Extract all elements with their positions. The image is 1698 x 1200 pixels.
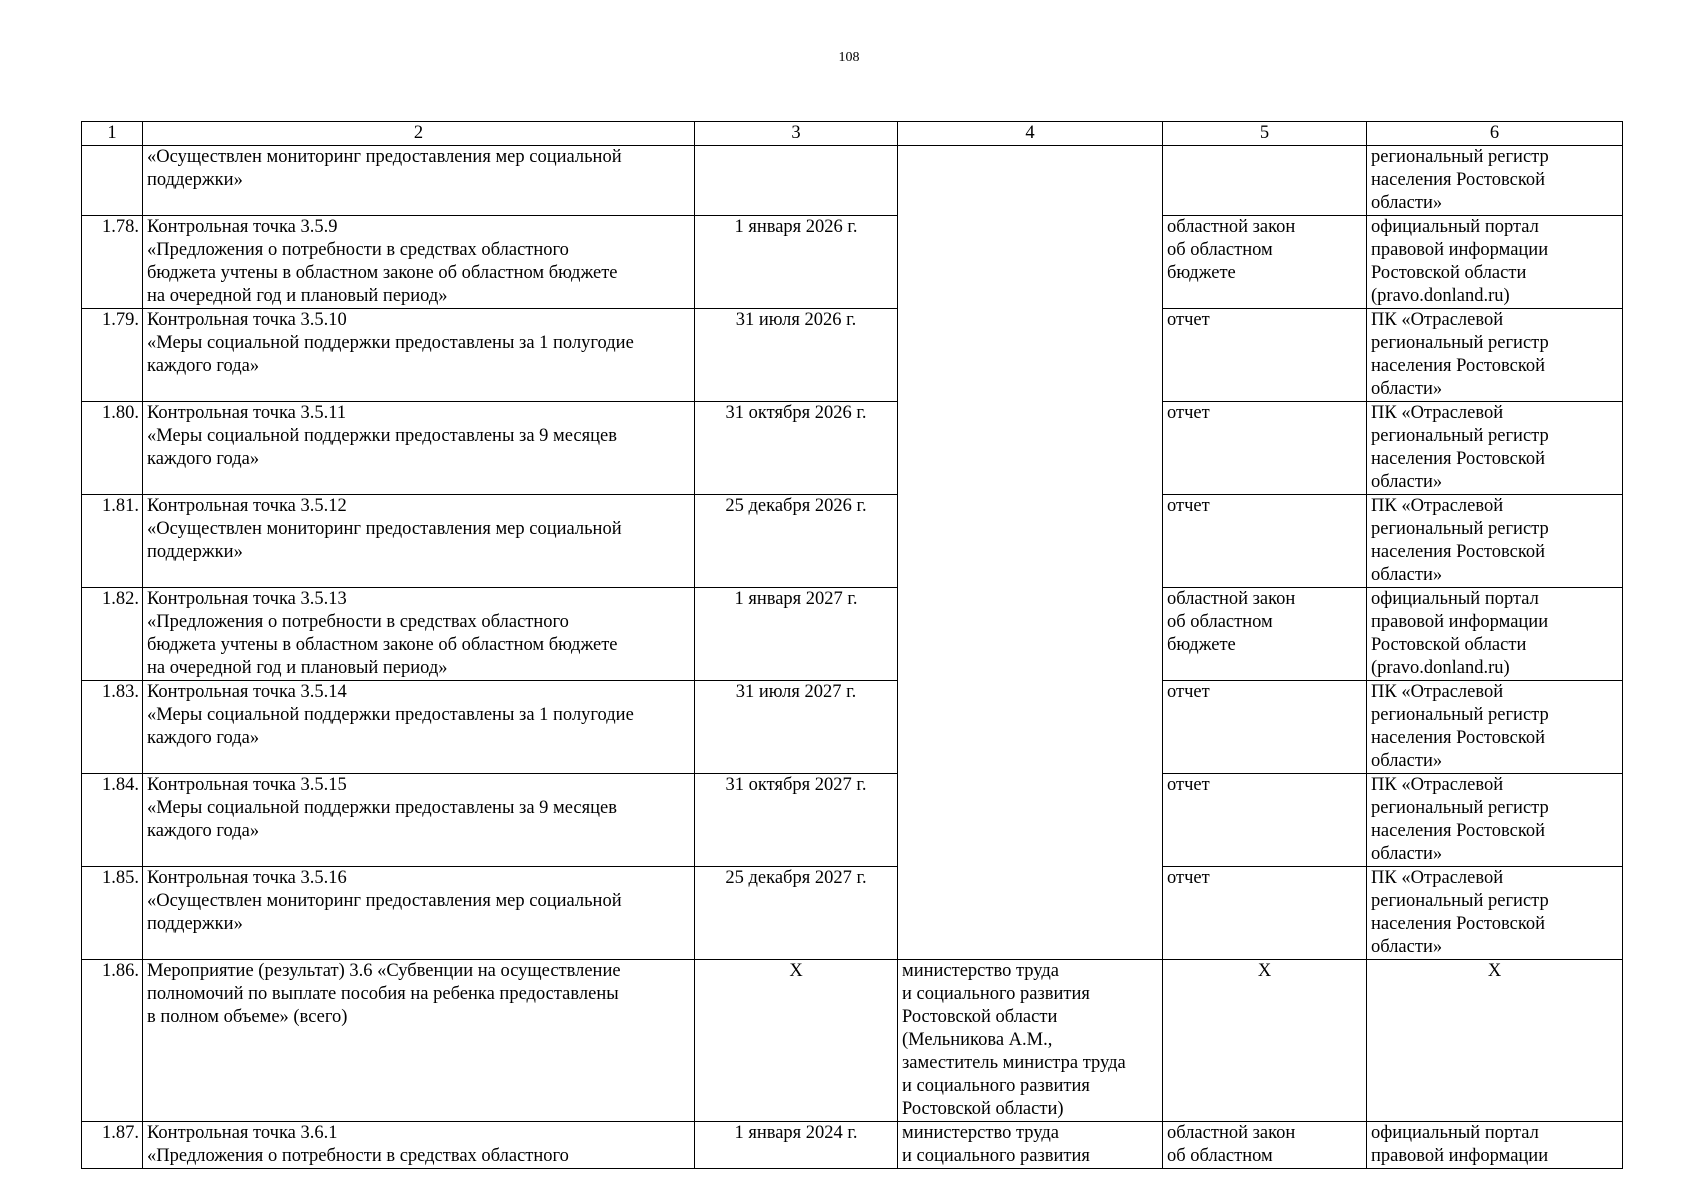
row-description [143, 681, 695, 774]
description-line: каждого года» [147, 728, 260, 748]
table-row [82, 402, 1623, 495]
row-responsible [898, 1122, 1163, 1169]
description-line: поддержки» [147, 170, 243, 190]
row-description [143, 960, 695, 1122]
doc-type-line: бюджете [1167, 635, 1236, 655]
source-line: правовой информации [1371, 612, 1549, 632]
row-description [143, 1122, 695, 1169]
table-row [82, 960, 1623, 1122]
row-description [143, 495, 695, 588]
row-description [143, 867, 695, 960]
row-doc-type [1163, 1122, 1367, 1169]
row-date: 31 октября 2026 г. [695, 402, 898, 495]
row-source [1367, 774, 1623, 867]
doc-type-line: областной закон [1167, 589, 1296, 609]
source-line: населения Ростовской [1371, 449, 1546, 469]
header-col-2: 2 [143, 122, 695, 146]
row-doc-type [1163, 867, 1367, 960]
source-line: области» [1371, 193, 1443, 213]
description-line: «Меры социальной поддержки предоставлены за 9 месяцев [147, 798, 617, 818]
row-description [143, 216, 695, 309]
doc-type-line: отчет [1167, 403, 1210, 423]
description-line: Мероприятие (результат) 3.6 «Субвенции на осуществление [147, 961, 621, 981]
responsible-line: министерство труда [902, 1123, 1059, 1143]
source-line: ПК «Отраслевой [1371, 868, 1504, 888]
description-line: Контрольная точка 3.6.1 [147, 1123, 338, 1143]
source-line: официальный портал [1371, 589, 1539, 609]
row-description [143, 774, 695, 867]
source-line: Ростовской области [1371, 263, 1527, 283]
description-line: бюджета учтены в областном законе об областном бюджете [147, 263, 618, 283]
row-doc-type [1163, 588, 1367, 681]
description-line: на очередной год и плановый период» [147, 286, 448, 306]
source-line: официальный портал [1371, 217, 1539, 237]
row-doc-type [1163, 495, 1367, 588]
row-number: 1.78. [82, 216, 143, 309]
responsible-line: Ростовской области) [902, 1099, 1064, 1119]
description-line: Контрольная точка 3.5.11 [147, 403, 347, 423]
header-col-5: 5 [1163, 122, 1367, 146]
row-date: 1 января 2026 г. [695, 216, 898, 309]
responsible-line: Ростовской области [902, 1007, 1058, 1027]
source-line: области» [1371, 937, 1443, 957]
row-doc-type [1163, 146, 1367, 216]
row-source [1367, 588, 1623, 681]
description-line: в полном объеме» (всего) [147, 1007, 348, 1027]
row-date: 31 июля 2027 г. [695, 681, 898, 774]
source-line: (pravo.donland.ru) [1371, 286, 1510, 306]
row-source [1367, 867, 1623, 960]
row-doc-type [1163, 216, 1367, 309]
description-line: Контрольная точка 3.5.14 [147, 682, 347, 702]
description-line: «Предложения о потребности в средствах областного [147, 612, 569, 632]
row-date: 1 января 2027 г. [695, 588, 898, 681]
row-doc-type [1163, 309, 1367, 402]
row-description [143, 588, 695, 681]
row-number: 1.82. [82, 588, 143, 681]
responsible-line: министерство труда [902, 961, 1059, 981]
source-line: населения Ростовской [1371, 356, 1546, 376]
row-number: 1.79. [82, 309, 143, 402]
table-row [82, 1122, 1623, 1169]
source-line: правовой информации [1371, 240, 1549, 260]
row-date [695, 146, 898, 216]
source-line: ПК «Отраслевой [1371, 496, 1504, 516]
description-line: «Меры социальной поддержки предоставлены за 1 полугодие [147, 333, 634, 353]
row-responsible [898, 960, 1163, 1122]
description-line: каждого года» [147, 821, 260, 841]
source-line: населения Ростовской [1371, 728, 1546, 748]
source-line: региональный регистр [1371, 705, 1549, 725]
source-line: региональный регистр [1371, 426, 1549, 446]
doc-type-line: об областном [1167, 240, 1273, 260]
row-date: 31 октября 2027 г. [695, 774, 898, 867]
row-source [1367, 216, 1623, 309]
doc-type-line: отчет [1167, 682, 1210, 702]
row-date: 25 декабря 2026 г. [695, 495, 898, 588]
row-description [143, 309, 695, 402]
source-line: населения Ростовской [1371, 821, 1546, 841]
row-source: Х [1367, 960, 1623, 1122]
description-line: Контрольная точка 3.5.16 [147, 868, 347, 888]
description-line: «Предложения о потребности в средствах областного [147, 240, 569, 260]
description-line: Контрольная точка 3.5.9 [147, 217, 338, 237]
responsible-line: и социального развития [902, 1146, 1090, 1166]
description-line: каждого года» [147, 356, 260, 376]
row-description [143, 402, 695, 495]
doc-type-line: отчет [1167, 310, 1210, 330]
row-number: 1.84. [82, 774, 143, 867]
table-row [82, 495, 1623, 588]
source-line: населения Ростовской [1371, 914, 1546, 934]
responsible-line: и социального развития [902, 984, 1090, 1004]
doc-type-line: бюджете [1167, 263, 1236, 283]
source-line: ПК «Отраслевой [1371, 310, 1504, 330]
table-row [82, 588, 1623, 681]
description-line: «Осуществлен мониторинг предоставления мер социальной [147, 147, 622, 167]
source-line: Ростовской области [1371, 635, 1527, 655]
description-line: Контрольная точка 3.5.13 [147, 589, 347, 609]
page-number: 108 [838, 50, 860, 65]
source-line: области» [1371, 472, 1443, 492]
row-date: 1 января 2024 г. [695, 1122, 898, 1169]
table-row [82, 216, 1623, 309]
header-col-3: 3 [695, 122, 898, 146]
table-row [82, 309, 1623, 402]
description-line: Контрольная точка 3.5.12 [147, 496, 347, 516]
description-line: «Меры социальной поддержки предоставлены за 9 месяцев [147, 426, 617, 446]
doc-type-line: отчет [1167, 868, 1210, 888]
row-doc-type [1163, 402, 1367, 495]
responsible-line: заместитель министра труда [902, 1053, 1126, 1073]
description-line: поддержки» [147, 542, 243, 562]
source-line: области» [1371, 379, 1443, 399]
row-number: 1.81. [82, 495, 143, 588]
doc-type-line: областной закон [1167, 217, 1296, 237]
source-line: региональный регистр [1371, 519, 1549, 539]
description-line: каждого года» [147, 449, 260, 469]
responsible-line: и социального развития [902, 1076, 1090, 1096]
header-row [82, 122, 1623, 146]
source-line: области» [1371, 565, 1443, 585]
row-source [1367, 146, 1623, 216]
header-col-1: 1 [82, 122, 143, 146]
row-responsible-merged [898, 146, 1163, 960]
source-line: (pravo.donland.ru) [1371, 658, 1510, 678]
source-line: правовой информации [1371, 1146, 1549, 1166]
row-source [1367, 309, 1623, 402]
doc-type-line: об областном [1167, 1146, 1273, 1166]
description-line: поддержки» [147, 914, 243, 934]
row-number: 1.85. [82, 867, 143, 960]
source-line: населения Ростовской [1371, 170, 1546, 190]
table-row [82, 146, 1623, 216]
doc-type-line: областной закон [1167, 1123, 1296, 1143]
source-line: ПК «Отраслевой [1371, 775, 1504, 795]
row-source [1367, 1122, 1623, 1169]
table-row [82, 867, 1623, 960]
description-line: «Предложения о потребности в средствах областного [147, 1146, 569, 1166]
header-col-6: 6 [1367, 122, 1623, 146]
source-line: региональный регистр [1371, 891, 1549, 911]
description-line: полномочий по выплате пособия на ребенка предоставлены [147, 984, 619, 1004]
description-line: Контрольная точка 3.5.10 [147, 310, 347, 330]
row-date: Х [695, 960, 898, 1122]
row-number: 1.80. [82, 402, 143, 495]
description-line: Контрольная точка 3.5.15 [147, 775, 347, 795]
row-source [1367, 402, 1623, 495]
source-line: региональный регистр [1371, 333, 1549, 353]
doc-type-line: отчет [1167, 496, 1210, 516]
row-doc-type: Х [1163, 960, 1367, 1122]
source-line: региональный регистр [1371, 798, 1549, 818]
table-row [82, 774, 1623, 867]
source-line: ПК «Отраслевой [1371, 682, 1504, 702]
source-line: населения Ростовской [1371, 542, 1546, 562]
doc-type-line: отчет [1167, 775, 1210, 795]
row-source [1367, 495, 1623, 588]
row-date: 31 июля 2026 г. [695, 309, 898, 402]
row-number: 1.83. [82, 681, 143, 774]
row-doc-type [1163, 681, 1367, 774]
source-line: региональный регистр [1371, 147, 1549, 167]
source-line: области» [1371, 751, 1443, 771]
description-line: бюджета учтены в областном законе об областном бюджете [147, 635, 618, 655]
description-line: «Меры социальной поддержки предоставлены за 1 полугодие [147, 705, 634, 725]
row-number: 1.87. [82, 1122, 143, 1169]
events-table [81, 121, 1623, 1169]
table-row [82, 681, 1623, 774]
doc-type-line: об областном [1167, 612, 1273, 632]
row-doc-type [1163, 774, 1367, 867]
row-date: 25 декабря 2027 г. [695, 867, 898, 960]
description-line: «Осуществлен мониторинг предоставления мер социальной [147, 519, 622, 539]
row-description [143, 146, 695, 216]
row-number [82, 146, 143, 216]
description-line: на очередной год и плановый период» [147, 658, 448, 678]
responsible-line: (Мельникова А.М., [902, 1030, 1053, 1050]
source-line: официальный портал [1371, 1123, 1539, 1143]
description-line: «Осуществлен мониторинг предоставления мер социальной [147, 891, 622, 911]
source-line: ПК «Отраслевой [1371, 403, 1504, 423]
row-source [1367, 681, 1623, 774]
row-number: 1.86. [82, 960, 143, 1122]
header-col-4: 4 [898, 122, 1163, 146]
source-line: области» [1371, 844, 1443, 864]
